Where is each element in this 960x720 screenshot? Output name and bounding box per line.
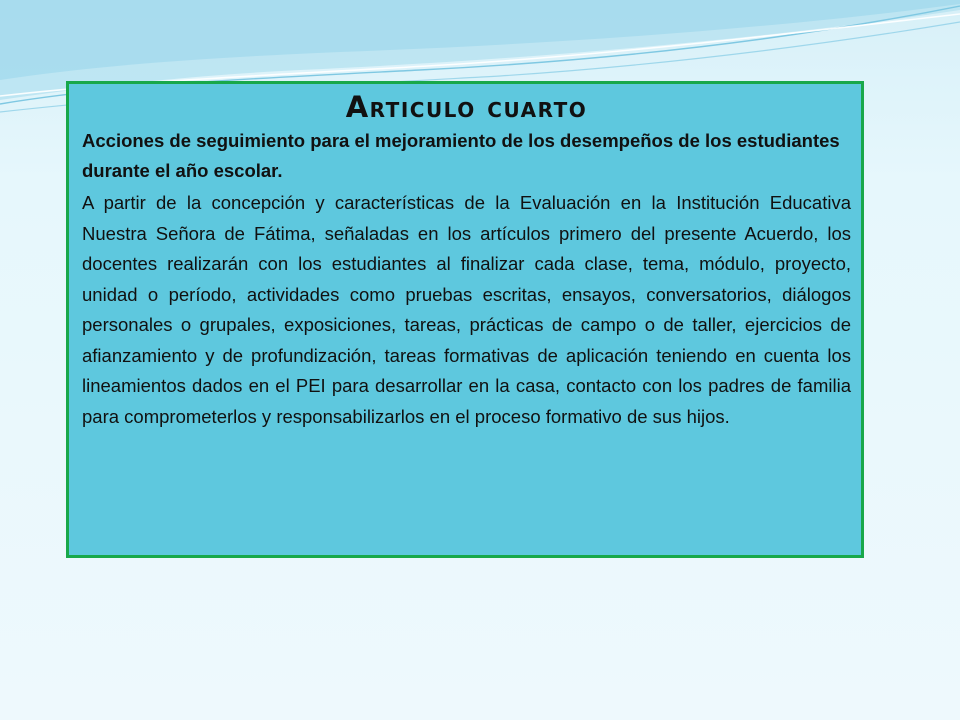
- content-box: [66, 81, 864, 558]
- slide-body-text: A partir de la concepción y características de la Evaluación en la Institución Educativa Nuestra Señora de Fátima, señaladas en los artículos primero del presente Acuerdo, los docentes realizarán con los estudiantes al finalizar cada clase, tema, módulo, proyecto, unidad o período, actividades como pruebas escritas, ensayos, conversatorios, diálogos personales o grupales, exposiciones, tareas, prácticas de campo o de taller, ejercicios de afianzamiento y de profundización, tareas formativas de aplicación teniendo en cuenta los lineamientos dados en el PEI para desarrollar en la casa, contacto con los padres de familia para comprometerlos y responsabilizarlos en el proceso formativo de sus hijos.: [82, 192, 851, 427]
- slide-subtitle: Acciones de seguimiento para el mejoramiento de los desempeños de los estudiantes durante el año escolar.: [82, 130, 840, 181]
- slide-title: Articulo cuarto: [345, 90, 588, 124]
